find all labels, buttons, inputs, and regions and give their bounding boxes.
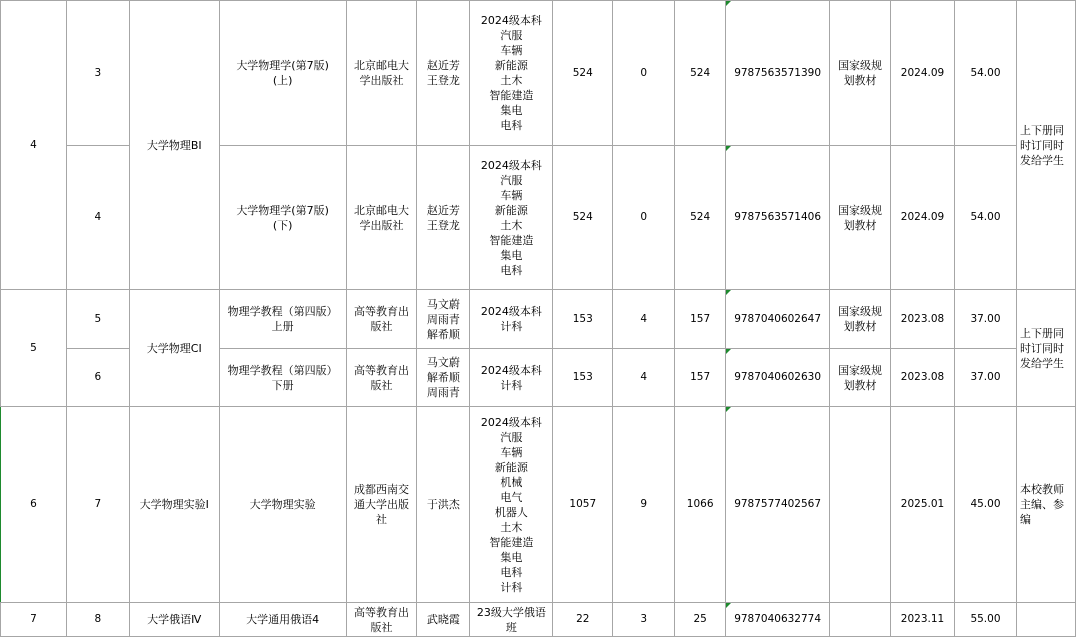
author-cell: 马文蔚 周雨青 解希顺 — [417, 290, 470, 349]
category-cell — [830, 603, 891, 637]
classes-cell: 23级大学俄语 班 — [470, 603, 553, 637]
author-cell: 马文蔚 解希顺 周雨青 — [417, 349, 470, 407]
total-quantity-cell: 25 — [675, 603, 726, 637]
teacher-quantity-cell: 9 — [613, 407, 675, 603]
group-number-cell: 7 — [1, 603, 67, 637]
publish-date-cell: 2023.08 — [891, 290, 955, 349]
price-cell: 45.00 — [955, 407, 1017, 603]
publisher-cell: 北京邮电大 学出版社 — [346, 1, 417, 146]
isbn-cell: 9787563571390 — [726, 1, 830, 146]
course-name-cell: 大学物理实验Ⅰ — [129, 407, 219, 603]
publish-date-cell: 2024.09 — [891, 146, 955, 290]
course-name-cell: 大学物理BⅠ — [129, 1, 219, 290]
index-cell: 7 — [66, 407, 129, 603]
category-cell: 国家级规 划教材 — [830, 349, 891, 407]
category-cell: 国家级规 划教材 — [830, 146, 891, 290]
classes-cell: 2024级本科 汽服 车辆 新能源 土木 智能建造 集电 电科 — [470, 146, 553, 290]
classes-cell: 2024级本科 汽服 车辆 新能源 机械 电气 机器人 土木 智能建造 集电 电科 计科 — [470, 407, 553, 603]
total-quantity-cell: 1066 — [675, 407, 726, 603]
publisher-cell: 高等教育出 版社 — [346, 603, 417, 637]
index-cell: 8 — [66, 603, 129, 637]
author-cell: 武晓霞 — [417, 603, 470, 637]
teacher-quantity-cell: 0 — [613, 146, 675, 290]
course-name-cell: 大学俄语Ⅳ — [129, 603, 219, 637]
book-title-cell: 大学物理实验 — [219, 407, 346, 603]
index-cell: 4 — [66, 146, 129, 290]
group-number-cell: 6 — [1, 407, 67, 603]
isbn-cell: 9787040602647 — [726, 290, 830, 349]
student-quantity-cell: 524 — [553, 146, 613, 290]
student-quantity-cell: 153 — [553, 290, 613, 349]
price-cell: 37.00 — [955, 290, 1017, 349]
group-number-cell: 4 — [1, 1, 67, 290]
table-row — [1, 603, 1076, 637]
book-title-cell: 大学通用俄语4 — [219, 603, 346, 637]
index-cell: 3 — [66, 1, 129, 146]
price-cell: 37.00 — [955, 349, 1017, 407]
book-title-cell: 大学物理学(第7版) (下) — [219, 146, 346, 290]
table-row — [1, 290, 1076, 349]
isbn-cell: 9787563571406 — [726, 146, 830, 290]
table-row — [1, 407, 1076, 603]
isbn-cell: 9787577402567 — [726, 407, 830, 603]
publisher-cell: 成都西南交 通大学出版 社 — [346, 407, 417, 603]
publisher-cell: 高等教育出 版社 — [346, 290, 417, 349]
total-quantity-cell: 157 — [675, 349, 726, 407]
isbn-cell: 9787040632774 — [726, 603, 830, 637]
book-title-cell: 物理学教程（第四版） 上册 — [219, 290, 346, 349]
publish-date-cell: 2023.08 — [891, 349, 955, 407]
group-number-cell: 5 — [1, 290, 67, 407]
student-quantity-cell: 153 — [553, 349, 613, 407]
total-quantity-cell: 157 — [675, 290, 726, 349]
note-cell: 本校教师 主编、参 编 — [1016, 407, 1075, 603]
author-cell: 于洪杰 — [417, 407, 470, 603]
teacher-quantity-cell: 0 — [613, 1, 675, 146]
category-cell: 国家级规 划教材 — [830, 1, 891, 146]
index-cell: 6 — [66, 349, 129, 407]
category-cell — [830, 407, 891, 603]
book-title-cell: 物理学教程（第四版） 下册 — [219, 349, 346, 407]
student-quantity-cell: 1057 — [553, 407, 613, 603]
teacher-quantity-cell: 3 — [613, 603, 675, 637]
publish-date-cell: 2024.09 — [891, 1, 955, 146]
publish-date-cell: 2025.01 — [891, 407, 955, 603]
isbn-cell: 9787040602630 — [726, 349, 830, 407]
classes-cell: 2024级本科 计科 — [470, 290, 553, 349]
table-row — [1, 1, 1076, 146]
price-cell: 54.00 — [955, 146, 1017, 290]
total-quantity-cell: 524 — [675, 146, 726, 290]
publisher-cell: 北京邮电大 学出版社 — [346, 146, 417, 290]
book-title-cell: 大学物理学(第7版) (上) — [219, 1, 346, 146]
classes-cell: 2024级本科 计科 — [470, 349, 553, 407]
publisher-cell: 高等教育出 版社 — [346, 349, 417, 407]
course-name-cell: 大学物理CⅠ — [129, 290, 219, 407]
student-quantity-cell: 524 — [553, 1, 613, 146]
note-cell: 上下册同 时订同时 发给学生 — [1016, 290, 1075, 407]
teacher-quantity-cell: 4 — [613, 349, 675, 407]
author-cell: 赵近芳 王登龙 — [417, 1, 470, 146]
price-cell: 55.00 — [955, 603, 1017, 637]
teacher-quantity-cell: 4 — [613, 290, 675, 349]
author-cell: 赵近芳 王登龙 — [417, 146, 470, 290]
note-cell — [1016, 603, 1075, 637]
index-cell: 5 — [66, 290, 129, 349]
classes-cell: 2024级本科 汽服 车辆 新能源 土木 智能建造 集电 电科 — [470, 1, 553, 146]
publish-date-cell: 2023.11 — [891, 603, 955, 637]
total-quantity-cell: 524 — [675, 1, 726, 146]
category-cell: 国家级规 划教材 — [830, 290, 891, 349]
student-quantity-cell: 22 — [553, 603, 613, 637]
note-cell: 上下册同 时订同时 发给学生 — [1016, 1, 1075, 290]
price-cell: 54.00 — [955, 1, 1017, 146]
